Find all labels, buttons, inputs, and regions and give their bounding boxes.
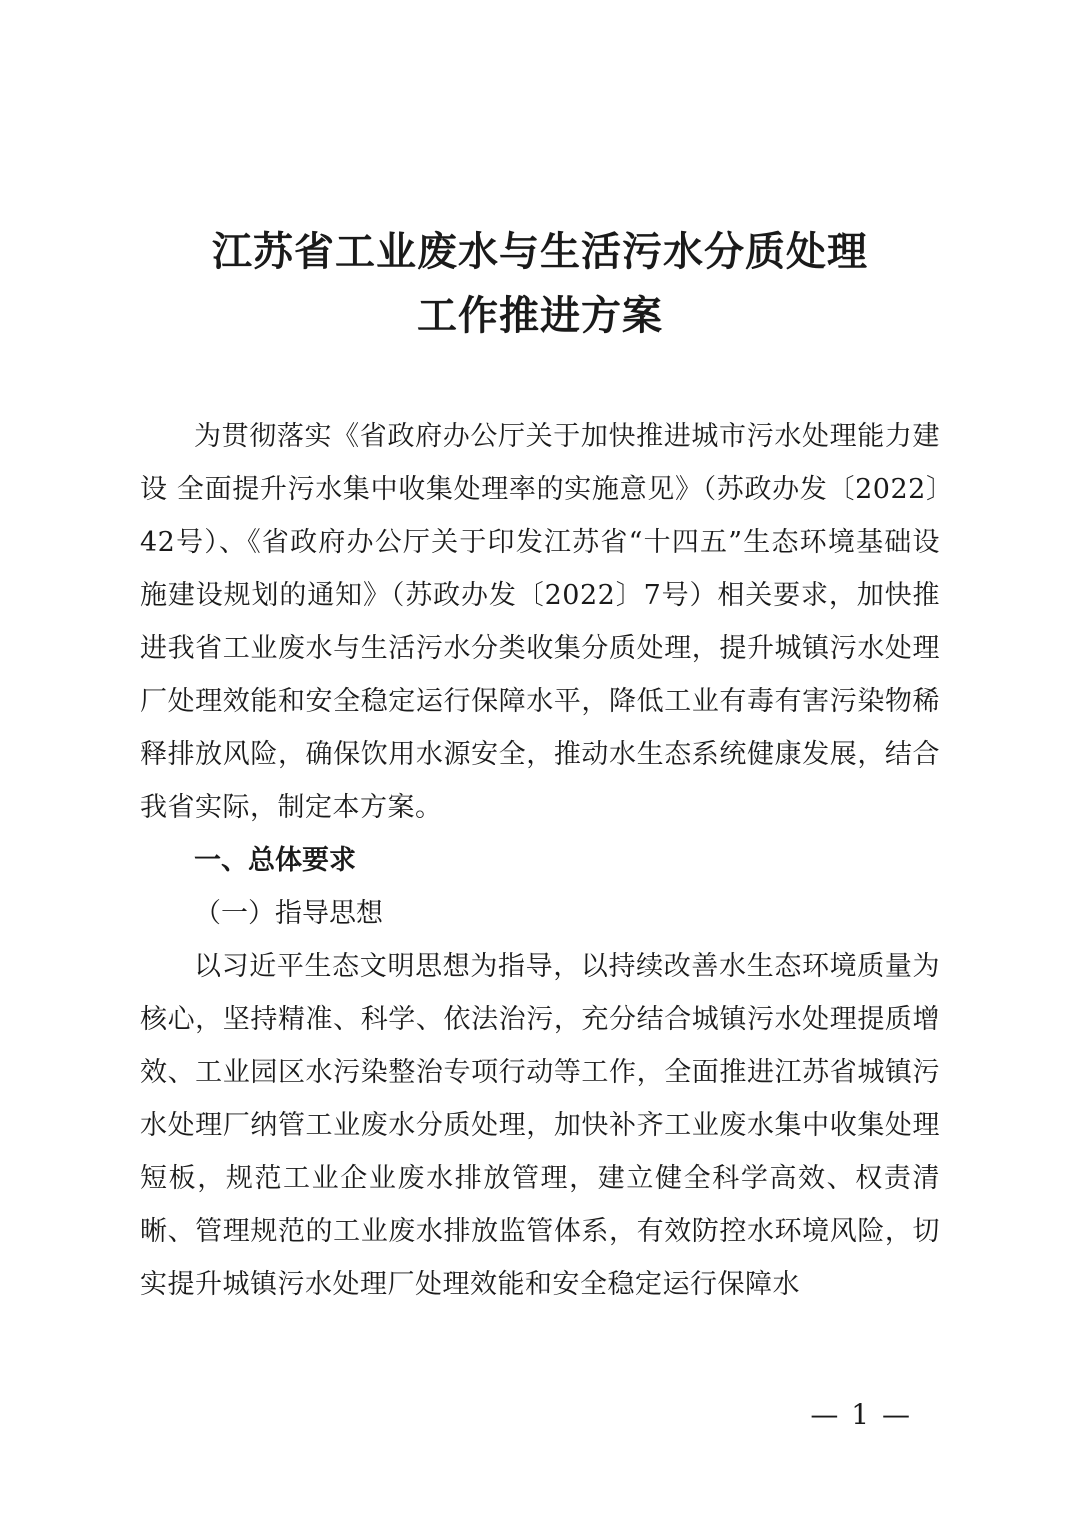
guiding-paragraph: 以习近平生态文明思想为指导，以持续改善水生态环境质量为核心，坚持精准、科学、依法治污，充分结合城镇污水处理提质增效、工业园区水污染整治专项行动等工作，全面推进江苏省城镇污水处理厂纳管工业废水分质处理，加快补齐工业废水集中收集处理短板，规范工业企业废水排放管理，建立健全科学高效、权责清晰、管理规范的工业废水排放监管体系，有效防控水环境风险，切实提升城镇污水处理厂处理效能和安全稳定运行保障水 — [140, 951, 940, 1300]
subsection-heading: （一）指导思想 — [194, 898, 383, 929]
page-number: — 1 — — [810, 1398, 912, 1431]
intro-paragraph: 为贯彻落实《省政府办公厅关于加快推进城市污水处理能力建设 全面提升污水集中收集处理率的实施意见》（苏政办发〔2022〕42号）、《省政府办公厅关于印发江苏省“十四五”生态环境基础设施建设规划的通知》（苏政办发〔2022〕7号）相关要求，加快推进我省工业废水与生活污水分类收集分质处理，提升城镇污水处理厂处理效能和安全稳定运行保障水平，降低工业有毒有害污染物稀释排放风险，确保饮用水源安全，推动水生态系统健康发展，结合我省实际，制定本方案。 — [140, 421, 940, 823]
document-title-line-2: 工作推进方案 — [417, 292, 663, 339]
section-heading: 一、总体要求 — [194, 845, 356, 876]
document-title-line-1: 江苏省工业废水与生活污水分质处理 — [212, 228, 868, 275]
